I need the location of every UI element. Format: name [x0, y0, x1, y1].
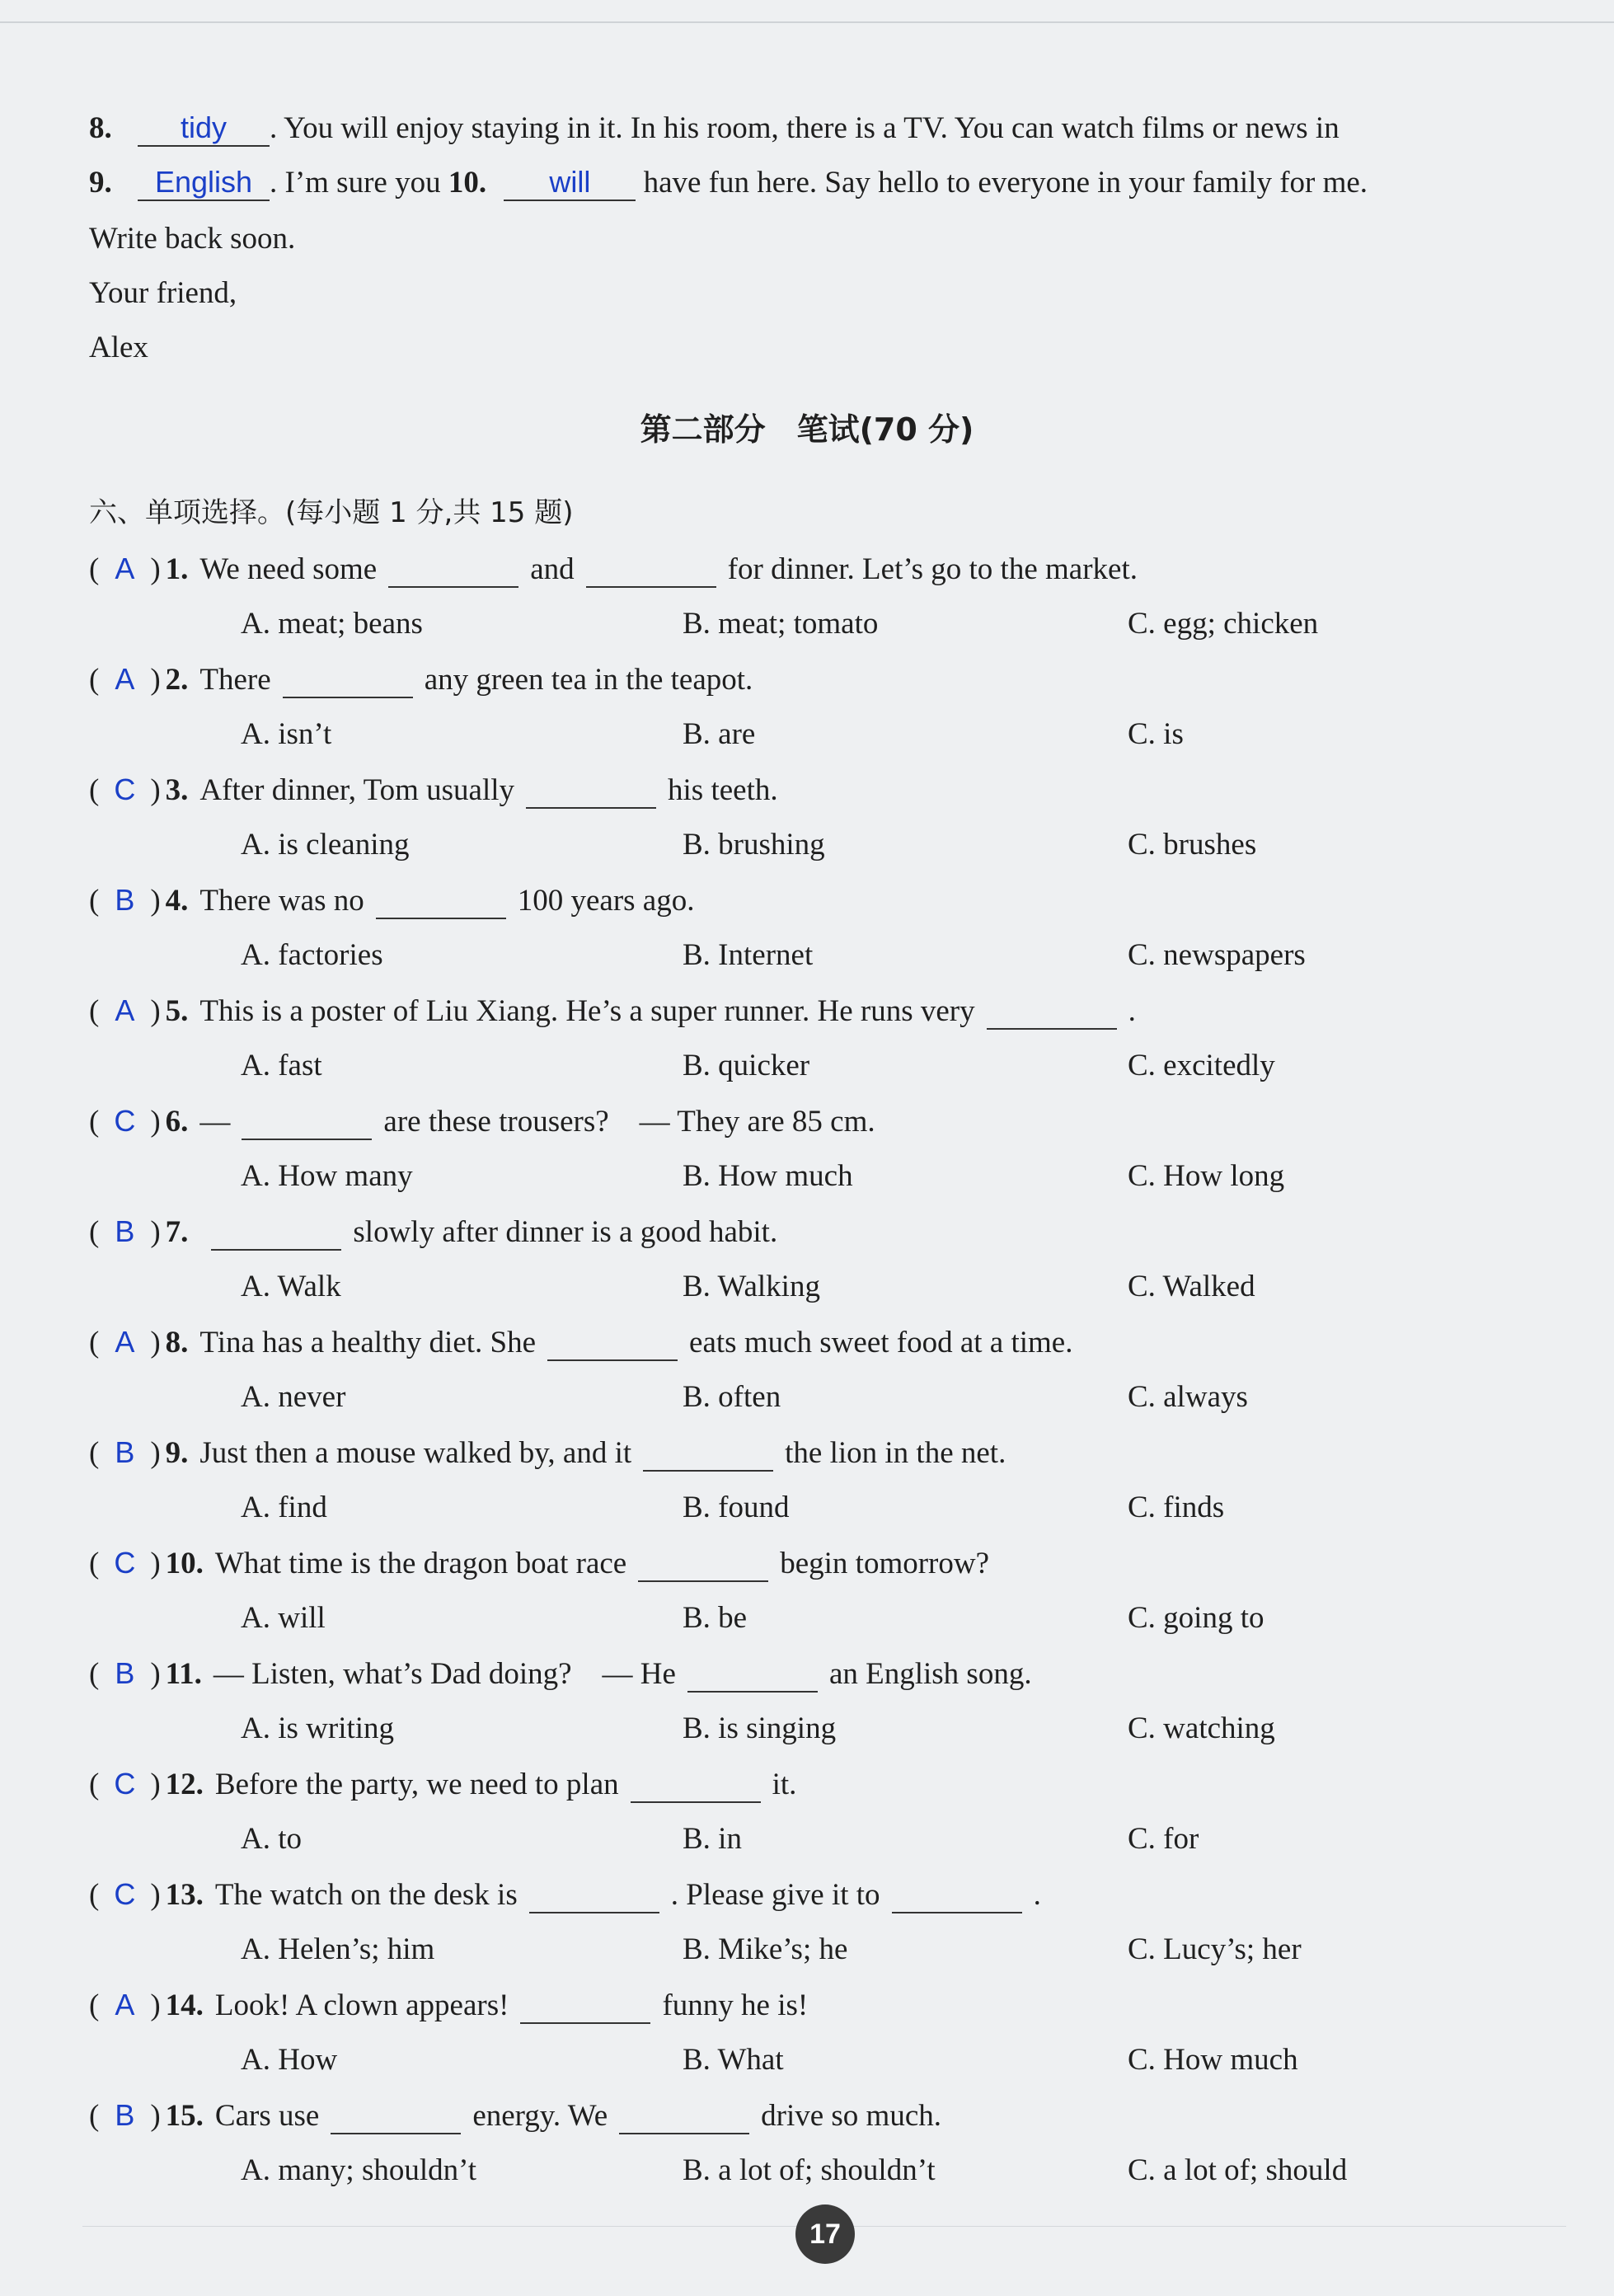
answer-blank: [529, 1879, 659, 1913]
question-text: We need some: [199, 552, 378, 586]
answer-mark: C: [114, 1104, 136, 1138]
question-row: [89, 1103, 875, 1140]
section-title: 第二部分 笔试(70 分): [640, 411, 974, 448]
question-text: energy. We: [472, 2099, 608, 2133]
answer-blank: [504, 166, 636, 201]
paren-close: ): [150, 994, 161, 1028]
question-number: 15.: [165, 2099, 204, 2133]
letter-text: . I’m sure you: [270, 166, 441, 200]
option-c: C. going to: [1128, 1601, 1264, 1635]
question-text: any green tea in the teapot.: [424, 663, 753, 697]
question-text: funny he is!: [662, 1988, 809, 2022]
answer-mark: C: [114, 772, 136, 806]
option-a: A. many; shouldn’t: [241, 2153, 477, 2187]
answer-blank: [526, 774, 656, 809]
question-number: 9.: [165, 1436, 189, 1470]
question-row: [89, 1214, 777, 1251]
filled-answer: will: [549, 165, 591, 199]
question-text: his teeth.: [668, 773, 778, 807]
option-b: B. brushing: [683, 828, 825, 862]
paren-open: (: [89, 1215, 100, 1249]
question-row: [89, 1766, 796, 1803]
question-text: .: [1128, 994, 1136, 1028]
letter-text: have fun here. Say hello to everyone in your family for me.: [643, 166, 1368, 200]
answer-blank: [547, 1326, 678, 1361]
letter-line-9: [89, 165, 1368, 201]
question-text: eats much sweet food at a time.: [689, 1326, 1073, 1359]
question-number: 13.: [165, 1878, 204, 1912]
option-a: A. isn’t: [241, 717, 332, 751]
paren-open: (: [89, 1657, 100, 1691]
filled-answer: tidy: [180, 110, 228, 144]
question-row: [89, 661, 753, 698]
question-text: for dinner. Let’s go to the market.: [727, 552, 1138, 586]
question-text: —: [199, 1105, 231, 1139]
paren-open: (: [89, 1988, 100, 2022]
question-text: begin tomorrow?: [780, 1547, 990, 1580]
paren-close: ): [150, 1105, 161, 1139]
option-b: B. is singing: [683, 1711, 837, 1745]
item-number: 9.: [89, 166, 112, 200]
question-number: 3.: [165, 773, 189, 807]
question-text: After dinner, Tom usually: [199, 773, 515, 807]
filled-answer: English: [154, 165, 253, 199]
question-row: [89, 2097, 941, 2134]
question-number: 5.: [165, 994, 189, 1028]
paren-open: (: [89, 1326, 100, 1359]
letter-text: . You will enjoy staying in it. In his room, there is a TV. You can watch films or news in: [270, 111, 1340, 145]
paren-open: (: [89, 1547, 100, 1580]
question-row: [89, 1987, 808, 2024]
option-b: B. Mike’s; he: [683, 1932, 848, 1966]
option-b: B. Walking: [683, 1270, 820, 1303]
section-heading: 六、单项选择。(每小题 1 分,共 15 题): [89, 496, 574, 529]
paren-open: (: [89, 552, 100, 586]
question-text: What time is the dragon boat race: [214, 1547, 627, 1580]
letter-closing: Write back soon.: [89, 222, 296, 256]
answer-mark: B: [115, 883, 135, 917]
answer-mark: C: [114, 1877, 136, 1911]
paren-open: (: [89, 663, 100, 697]
answer-mark: B: [115, 1435, 135, 1469]
answer-blank: [283, 664, 413, 698]
question-row: [89, 1655, 1032, 1693]
question-text: There was no: [199, 884, 364, 918]
question-text: drive so much.: [761, 2099, 941, 2133]
question-number: 6.: [165, 1105, 189, 1139]
option-b: B. a lot of; shouldn’t: [683, 2153, 936, 2187]
answer-blank: [211, 1216, 341, 1251]
answer-blank: [242, 1106, 372, 1140]
paren-open: (: [89, 884, 100, 918]
option-c: C. brushes: [1128, 828, 1257, 862]
question-row: [89, 1876, 1041, 1913]
option-a: A. Walk: [241, 1270, 341, 1303]
option-b: B. often: [683, 1380, 781, 1414]
question-text: Cars use: [214, 2099, 320, 2133]
answer-blank: [138, 111, 270, 147]
paren-close: ): [150, 773, 161, 807]
answer-blank: [619, 2100, 749, 2134]
paren-open: (: [89, 1878, 100, 1912]
answer-mark: B: [115, 1214, 135, 1248]
option-b: B. How much: [683, 1159, 853, 1193]
question-text: — Listen, what’s Dad doing? — He: [213, 1657, 676, 1691]
question-text: Before the party, we need to plan: [214, 1768, 619, 1801]
question-row: [89, 1434, 1006, 1472]
question-row: [89, 1545, 989, 1582]
answer-blank: [376, 885, 506, 919]
question-text: There: [199, 663, 271, 697]
paren-open: (: [89, 1768, 100, 1801]
paren-close: ): [150, 1768, 161, 1801]
option-a: A. never: [241, 1380, 346, 1414]
option-a: A. meat; beans: [241, 607, 423, 641]
question-text: Look! A clown appears!: [214, 1988, 509, 2022]
item-number: 10.: [448, 166, 487, 200]
answer-blank: [892, 1879, 1022, 1913]
option-b: B. found: [683, 1491, 790, 1524]
letter-line-8: [89, 110, 1340, 147]
paren-close: ): [150, 1436, 161, 1470]
answer-mark: A: [115, 552, 135, 585]
question-number: 4.: [165, 884, 189, 918]
question-row: [89, 772, 778, 809]
answer-mark: C: [114, 1767, 136, 1801]
question-text: the lion in the net.: [785, 1436, 1006, 1470]
answer-blank: [520, 1989, 650, 2024]
paren-close: ): [150, 1215, 161, 1249]
letter-closing-2: Your friend,: [89, 276, 237, 310]
answer-mark: A: [115, 1988, 135, 2021]
option-c: C. watching: [1128, 1711, 1275, 1745]
top-divider: [0, 21, 1614, 23]
question-text: it.: [772, 1768, 797, 1801]
paren-open: (: [89, 1436, 100, 1470]
option-b: B. What: [683, 2043, 784, 2077]
option-c: C. for: [1128, 1822, 1199, 1856]
paren-open: (: [89, 994, 100, 1028]
paren-close: ): [150, 1988, 161, 2022]
question-text: .: [1033, 1878, 1041, 1912]
answer-blank: [631, 1768, 761, 1803]
paren-close: ): [150, 884, 161, 918]
option-b: B. Internet: [683, 938, 814, 972]
question-row: [89, 1324, 1072, 1361]
answer-blank: [586, 553, 716, 588]
page-number-badge: 17: [795, 2204, 855, 2264]
option-b: B. be: [683, 1601, 748, 1635]
paren-close: ): [150, 1547, 161, 1580]
paren-close: ): [150, 663, 161, 697]
question-number: 8.: [165, 1326, 189, 1359]
option-b: B. in: [683, 1822, 742, 1856]
answer-blank: [687, 1658, 818, 1693]
option-c: C. How much: [1128, 2043, 1298, 2077]
answer-mark: A: [115, 1325, 135, 1359]
question-number: 7.: [165, 1215, 189, 1249]
question-text: slowly after dinner is a good habit.: [353, 1215, 778, 1249]
option-a: A. is writing: [241, 1711, 395, 1745]
question-row: [89, 882, 694, 919]
option-c: C. egg; chicken: [1128, 607, 1319, 641]
answer-blank: [331, 2100, 461, 2134]
option-b: B. are: [683, 717, 756, 751]
question-text: . Please give it to: [670, 1878, 880, 1912]
question-number: 2.: [165, 663, 189, 697]
answer-mark: A: [115, 662, 135, 696]
option-a: A. factories: [241, 938, 383, 972]
paren-open: (: [89, 2099, 100, 2133]
option-a: A. How: [241, 2043, 338, 2077]
question-text: The watch on the desk is: [214, 1878, 518, 1912]
question-text: Just then a mouse walked by, and it: [199, 1436, 632, 1470]
option-c: C. newspapers: [1128, 938, 1306, 972]
option-c: C. is: [1128, 717, 1184, 751]
option-b: B. quicker: [683, 1049, 810, 1082]
paren-close: ): [150, 1326, 161, 1359]
question-number: 11.: [165, 1657, 202, 1691]
question-row: [89, 551, 1138, 588]
paren-close: ): [150, 552, 161, 586]
answer-mark: B: [115, 1656, 135, 1690]
question-number: 14.: [165, 1988, 204, 2022]
answer-mark: A: [115, 993, 135, 1027]
question-text: This is a poster of Liu Xiang. He’s a super runner. He runs very: [199, 994, 975, 1028]
answer-blank: [138, 166, 270, 201]
paren-close: ): [150, 1657, 161, 1691]
option-b: B. meat; tomato: [683, 607, 879, 641]
question-number: 10.: [165, 1547, 204, 1580]
question-text: and: [530, 552, 575, 586]
paren-close: ): [150, 1878, 161, 1912]
question-text: an English song.: [828, 1657, 1032, 1691]
question-text: 100 years ago.: [517, 884, 695, 918]
paren-open: (: [89, 773, 100, 807]
answer-blank: [643, 1437, 773, 1472]
option-a: A. How many: [241, 1159, 413, 1193]
letter-signature: Alex: [89, 331, 148, 364]
paren-open: (: [89, 1105, 100, 1139]
option-a: A. will: [241, 1601, 326, 1635]
option-a: A. fast: [241, 1049, 322, 1082]
question-text: Tina has a healthy diet. She: [199, 1326, 537, 1359]
question-text: are these trousers? — They are 85 cm.: [383, 1105, 875, 1139]
option-c: C. excitedly: [1128, 1049, 1275, 1082]
option-c: C. a lot of; should: [1128, 2153, 1348, 2187]
item-number: 8.: [89, 111, 112, 145]
answer-blank: [987, 995, 1117, 1030]
answer-mark: B: [115, 2098, 135, 2132]
option-a: A. is cleaning: [241, 828, 410, 862]
option-c: C. How long: [1128, 1159, 1285, 1193]
answer-mark: C: [114, 1546, 136, 1580]
option-c: C. always: [1128, 1380, 1248, 1414]
question-row: [89, 993, 1136, 1030]
option-a: A. find: [241, 1491, 327, 1524]
option-c: C. Walked: [1128, 1270, 1255, 1303]
option-c: C. Lucy’s; her: [1128, 1932, 1302, 1966]
option-a: A. to: [241, 1822, 302, 1856]
question-number: 12.: [165, 1768, 204, 1801]
paren-close: ): [150, 2099, 161, 2133]
question-number: 1.: [165, 552, 189, 586]
answer-blank: [388, 553, 518, 588]
option-a: A. Helen’s; him: [241, 1932, 435, 1966]
option-c: C. finds: [1128, 1491, 1225, 1524]
answer-blank: [638, 1547, 768, 1582]
